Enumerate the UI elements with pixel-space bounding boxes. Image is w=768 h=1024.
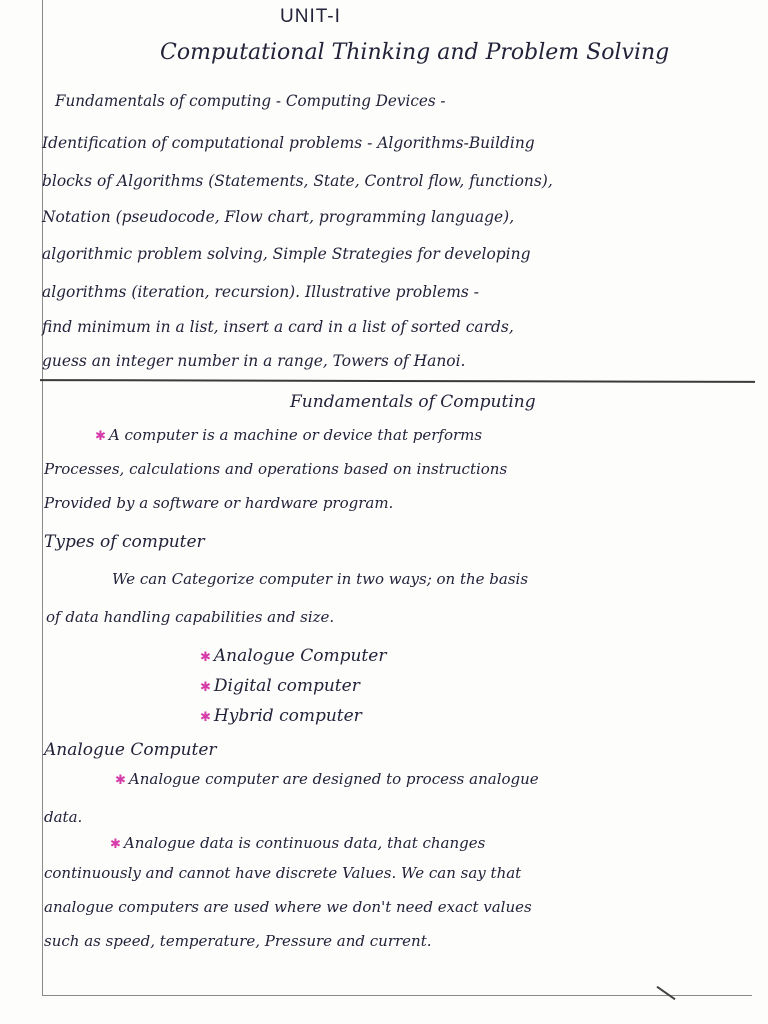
syllabus-line: Identification of computational problems - Algorithms-Building	[42, 134, 535, 152]
asterisk-bullet-icon: ✱	[95, 429, 106, 444]
syllabus-line: algorithms (iteration, recursion). Illustrative problems -	[42, 283, 479, 301]
list-item-text: Analogue Computer	[213, 646, 387, 666]
page-title: Computational Thinking and Problem Solving	[160, 40, 670, 65]
paragraph-line: of data handling capabilities and size.	[46, 608, 335, 626]
list-item	[200, 646, 386, 666]
bottom-rule	[42, 995, 752, 996]
paragraph-line: analogue computers are used where we don't need exact values	[44, 898, 532, 916]
list-item	[200, 706, 362, 726]
paragraph-line: data.	[44, 808, 83, 826]
asterisk-bullet-icon: ✱	[115, 773, 126, 788]
asterisk-bullet-icon: ✱	[200, 710, 211, 725]
syllabus-line: find minimum in a list, insert a card in a list of sorted cards,	[42, 318, 514, 336]
paragraph-text: Analogue computer are designed to process analogue	[128, 770, 539, 788]
asterisk-bullet-icon: ✱	[200, 680, 211, 695]
pen-mark	[656, 986, 675, 1000]
section-divider	[40, 379, 755, 383]
section-heading-fundamentals: Fundamentals of Computing	[290, 392, 536, 412]
unit-label: UNIT-I	[280, 6, 341, 27]
paragraph-line: such as speed, temperature, Pressure and current.	[44, 932, 432, 950]
list-item	[200, 676, 360, 696]
list-item-text: Hybrid computer	[213, 706, 362, 726]
syllabus-line: algorithmic problem solving, Simple Strategies for developing	[42, 245, 531, 263]
section-heading-analogue: Analogue Computer	[44, 740, 217, 760]
section-heading-types: Types of computer	[44, 532, 205, 552]
list-item-text: Digital computer	[213, 676, 360, 696]
paragraph-text: A computer is a machine or device that performs	[108, 426, 483, 444]
asterisk-bullet-icon: ✱	[110, 837, 121, 852]
syllabus-line: blocks of Algorithms (Statements, State, Control flow, functions),	[42, 172, 553, 190]
paragraph-line: Provided by a software or hardware program.	[44, 494, 394, 512]
paragraph-line: Processes, calculations and operations based on instructions	[44, 460, 508, 478]
syllabus-line: guess an integer number in a range, Towers of Hanoi.	[42, 352, 466, 370]
paragraph-line	[110, 834, 485, 852]
paragraph-line: continuously and cannot have discrete Values. We can say that	[44, 864, 522, 882]
paragraph-text: Analogue data is continuous data, that changes	[123, 834, 486, 852]
paragraph-line	[115, 770, 539, 788]
syllabus-line: Notation (pseudocode, Flow chart, programming language),	[42, 208, 515, 226]
paragraph-line	[95, 426, 482, 444]
asterisk-bullet-icon: ✱	[200, 650, 211, 665]
paragraph-line: We can Categorize computer in two ways; on the basis	[112, 570, 529, 588]
syllabus-line: Fundamentals of computing - Computing Devices -	[55, 92, 446, 110]
